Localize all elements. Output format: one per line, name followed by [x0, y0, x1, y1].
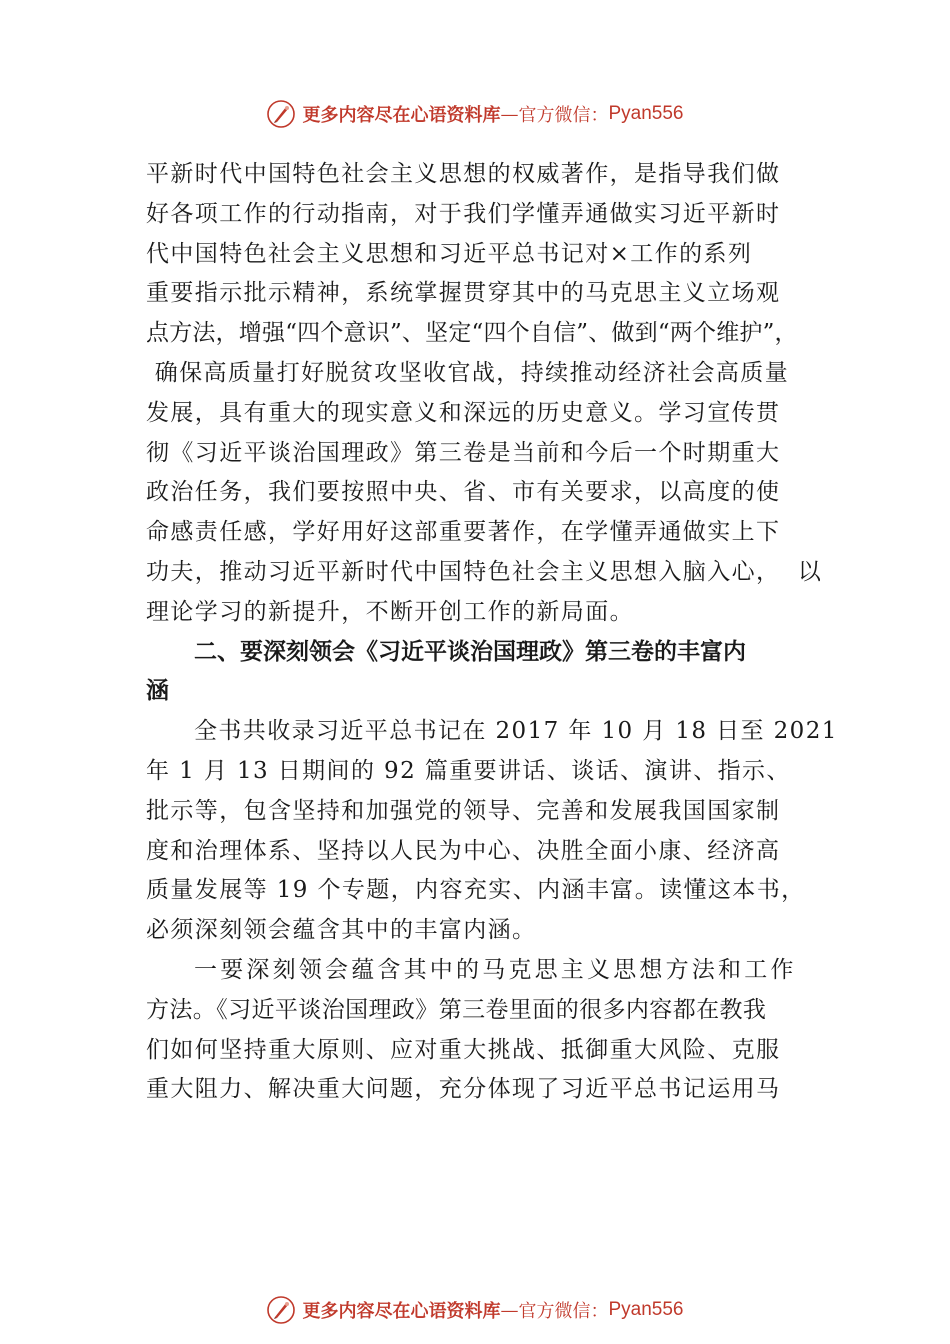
quill-pen-icon [266, 1295, 296, 1325]
banner-separator: — [500, 103, 519, 125]
text-line: 度和治理体系、坚持以人民为中心、决胜全面小康、经济高 [146, 837, 781, 864]
text-line: 理论学习的新提升，不断开创工作的新局面。 [146, 598, 634, 625]
quill-pen-icon [266, 99, 296, 129]
heading-line: 涵 [146, 678, 169, 705]
banner-separator: — [500, 1299, 519, 1321]
text-line: 代中国特色社会主义思想和习近平总书记对×工作的系列 [146, 240, 753, 267]
text-line: 批示等，包含坚持和加强党的领导、完善和发展我国国家制 [146, 797, 781, 824]
paragraph-book-overview [146, 712, 838, 951]
text-line: 重大阻力、解决重大问题，充分体现了习近平总书记运用马 [146, 1076, 781, 1103]
text-line: 方法。《习近平谈治国理政》第三卷里面的很多内容都在教我 [146, 996, 767, 1023]
banner-wechat-label: 官方微信： [518, 1301, 609, 1322]
document-body [146, 155, 838, 1110]
footer-banner [0, 1290, 950, 1330]
paragraph-method [146, 951, 818, 1110]
paragraph-intro [146, 155, 823, 633]
heading-line: 二、要深刻领会《习近平谈治国理政》第三卷的丰富内 [194, 638, 746, 665]
banner-brand-text: 更多内容尽在心语资料库 [302, 105, 501, 126]
text-line: 好各项工作的行动指南，对于我们学懂弄通做实习近平新时 [146, 200, 781, 227]
text-line: 年 1 月 13 日期间的 92 篇重要讲话、谈话、演讲、指示、 [146, 757, 791, 784]
text-line: 政治任务，我们要按照中央、省、市有关要求，以高度的使 [146, 479, 781, 506]
header-banner [0, 94, 950, 134]
text-line: 必须深刻领会蕴含其中的丰富内涵。 [146, 917, 537, 944]
text-line: 重要指示批示精神，系统掌握贯穿其中的马克思主义立场观 [146, 280, 781, 307]
banner-wechat-label: 官方微信： [518, 105, 609, 126]
text-line: 命感责任感，学好用好这部重要著作，在学懂弄通做实上下 [146, 519, 781, 546]
banner-account-id: Pyan556 [608, 103, 684, 124]
text-line: 质量发展等 19 个专题，内容充实、内涵丰富。读懂这本书， [146, 877, 806, 904]
text-line: 全书共收录习近平总书记在 2017 年 10 月 18 日至 2021 [194, 718, 838, 745]
text-line: 发展，具有重大的现实意义和深远的历史意义。学习宣传贯 [146, 399, 781, 426]
text-line: 确保高质量打好脱贫攻坚收官战，持续推动经济社会高质量 [146, 359, 790, 386]
text-line: 一要深刻领会蕴含其中的马克思主义思想方法和工作 [194, 956, 797, 983]
banner-account-id: Pyan556 [608, 1299, 684, 1320]
text-line: 功夫，推动习近平新时代中国特色社会主义思想入脑入心， 以 [146, 558, 823, 585]
section-heading [146, 633, 818, 713]
text-line: 们如何坚持重大原则、应对重大挑战、抵御重大风险、克服 [146, 1036, 781, 1063]
text-line: 平新时代中国特色社会主义思想的权威著作，是指导我们做 [146, 161, 781, 187]
text-line: 点方法，增强“四个意识”、坚定“四个自信”、做到“两个维护”， [146, 320, 798, 347]
text-line: 彻《习近平谈治国理政》第三卷是当前和今后一个时期重大 [146, 439, 781, 466]
banner-brand-text: 更多内容尽在心语资料库 [302, 1301, 501, 1322]
